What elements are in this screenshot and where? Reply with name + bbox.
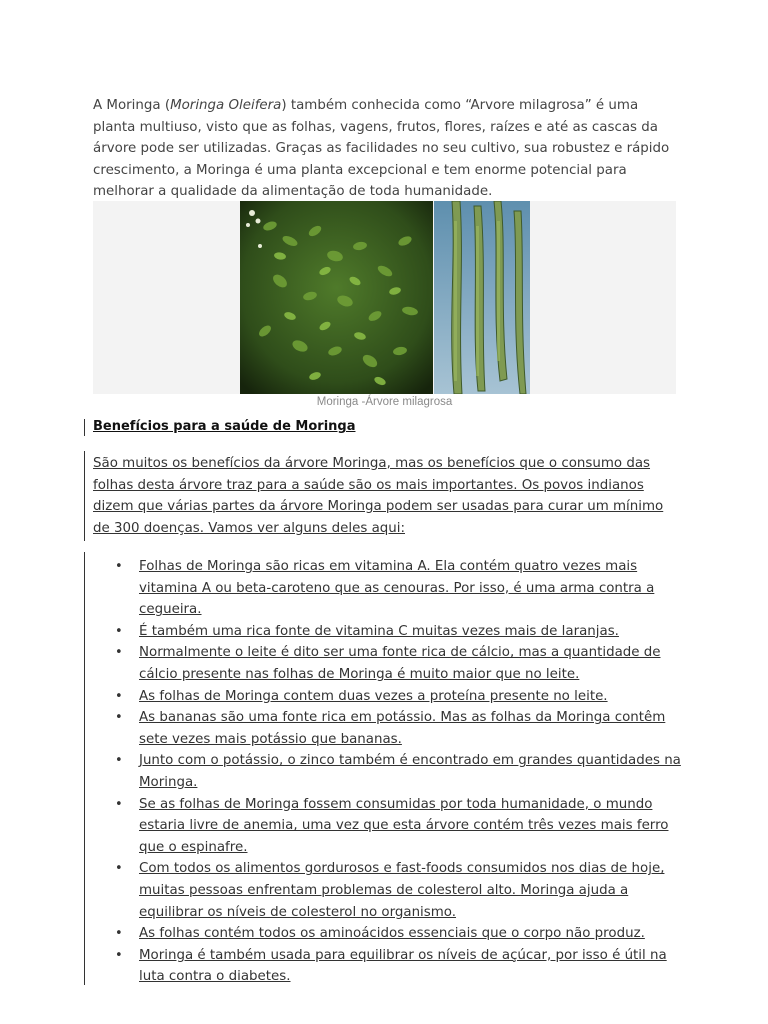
benefits-list <box>115 556 684 988</box>
list-item <box>115 642 684 685</box>
moringa-pods-photo <box>434 201 530 394</box>
bullet-icon: • <box>115 688 123 704</box>
list-item <box>115 686 684 708</box>
bullet-icon: • <box>115 796 123 812</box>
change-marker <box>84 552 85 985</box>
bullet-icon: • <box>115 861 123 877</box>
list-item <box>115 621 684 643</box>
bullet-icon: • <box>115 710 123 726</box>
list-item <box>115 794 684 859</box>
list-item-text: Moringa é também usada para equilibrar os níveis de açúcar, por isso é útil na luta contra o diabetes. <box>139 947 667 985</box>
list-item <box>115 750 684 793</box>
moringa-leaves-photo <box>240 201 433 394</box>
list-item-text: Se as folhas de Moringa fossem consumidas por toda humanidade, o mundo estaria livre de anemia, uma vez que esta árvore contém três vezes mais ferro que o espinafre. <box>139 796 669 855</box>
list-item <box>115 945 684 988</box>
list-item <box>115 556 684 621</box>
intro-paragraph <box>93 95 678 203</box>
bullet-icon: • <box>115 947 123 963</box>
list-item-text: É também uma rica fonte de vitamina C muitas vezes mais de laranjas. <box>139 623 619 639</box>
bullet-icon: • <box>115 926 123 942</box>
list-item-text: As bananas são uma fonte rica em potássio. Mas as folhas da Moringa contêm sete vezes mais potássio que bananas. <box>139 710 666 747</box>
list-item-text: As folhas contém todos os aminoácidos essenciais que o corpo não produz. <box>139 926 645 942</box>
bullet-icon: • <box>115 559 123 574</box>
list-item-text: Normalmente o leite é dito ser uma fonte rica de cálcio, mas a quantidade de cálcio presente nas folhas de Moringa é muito maior que no leite. <box>139 645 661 682</box>
section-heading: Benefícios para a saúde de Moringa <box>93 419 356 434</box>
intro-text-rest: ) também conhecida como “Arvore milagrosa” é uma planta multiuso, visto que as folhas, vagens, frutos, flores, raízes e até as cascas da árvore pode ser utilizadas. Graças as facilidades no seu cultivo, sua robustez e rápido crescimento, a Moringa é uma planta excepcional e tem enorme potencial para melhorar a qualidade da alimentação de toda humanidade. <box>93 98 670 200</box>
scientific-name: Moringa Oleifera <box>170 98 282 113</box>
list-item <box>115 707 684 750</box>
intro-text-start: A Moringa ( <box>93 98 171 113</box>
figure-caption: Moringa -Árvore milagrosa <box>316 396 453 408</box>
list-item-text: Folhas de Moringa são ricas em vitamina A. Ela contém quatro vezes mais vitamina A ou beta-caroteno que as cenouras. Por isso, é uma arma contra a cegueira. <box>139 559 655 618</box>
list-item <box>115 923 684 945</box>
change-marker <box>84 451 85 541</box>
bullet-icon: • <box>115 645 123 661</box>
list-item-text: As folhas de Moringa contem duas vezes a proteína presente no leite. <box>139 688 608 704</box>
list-item-text: Com todos os alimentos gordurosos e fast-foods consumidos nos dias de hoje, muitas pessoas enfrentam problemas de colesterol alto. Moringa ajuda a equilibrar os níveis de colesterol no organismo. <box>139 861 665 920</box>
change-marker <box>84 419 85 436</box>
list-item-text: Junto com o potássio, o zinco também é encontrado em grandes quantidades na Moringa. <box>139 753 681 790</box>
list-item <box>115 858 684 923</box>
benefits-intro-paragraph: São muitos os benefícios da árvore Moringa, mas os benefícios que o consumo das folhas desta árvore traz para a saúde são os mais importantes. Os povos indianos dizem que várias partes da árvore Moringa podem ser usadas para curar um mínimo de 300 doenças. Vamos ver alguns deles aqui: <box>93 456 664 536</box>
bullet-icon: • <box>115 623 123 639</box>
bullet-icon: • <box>115 753 123 769</box>
